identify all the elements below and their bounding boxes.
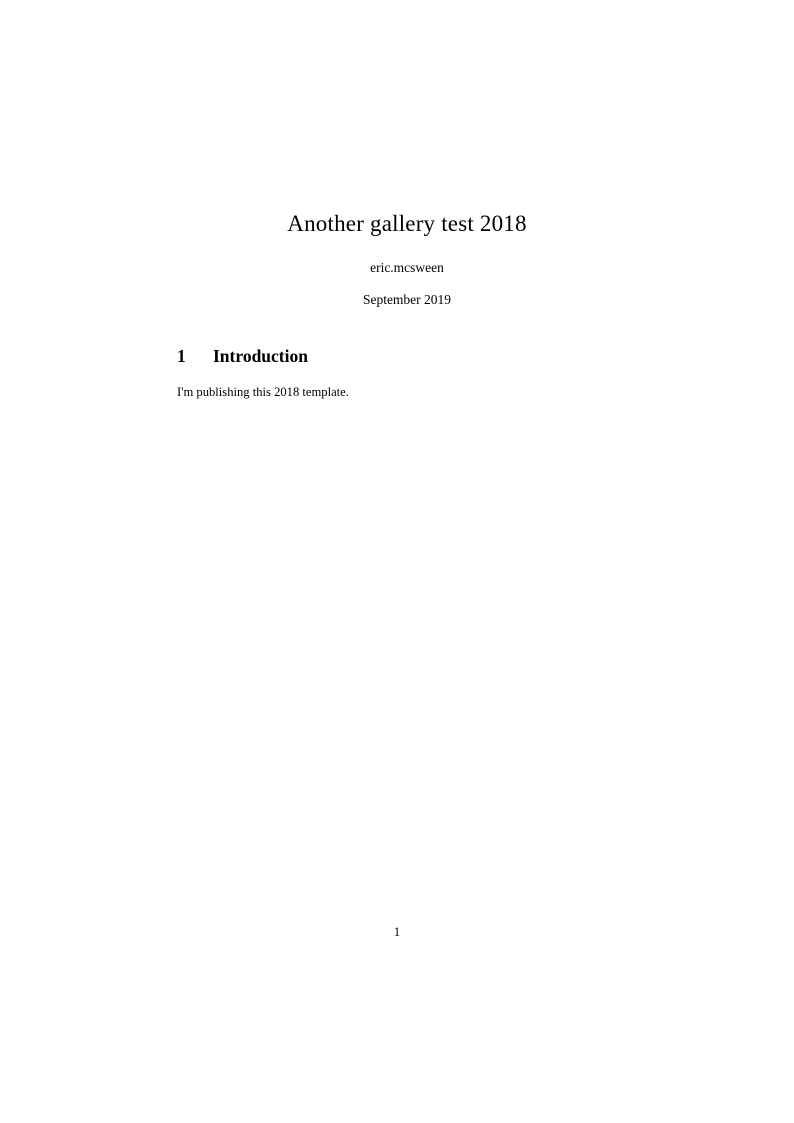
document-date: September 2019	[362, 291, 452, 307]
page-title: Another gallery test 2018	[287, 211, 527, 236]
document-body	[177, 0, 637, 401]
section-heading-introduction	[177, 308, 637, 367]
section-paragraph: I'm publishing this 2018 template.	[177, 384, 349, 399]
page-number: 1	[393, 925, 401, 939]
section-number: 1	[177, 345, 186, 366]
document-author: eric.mcsween	[370, 259, 444, 275]
section-title: Introduction	[213, 345, 308, 366]
